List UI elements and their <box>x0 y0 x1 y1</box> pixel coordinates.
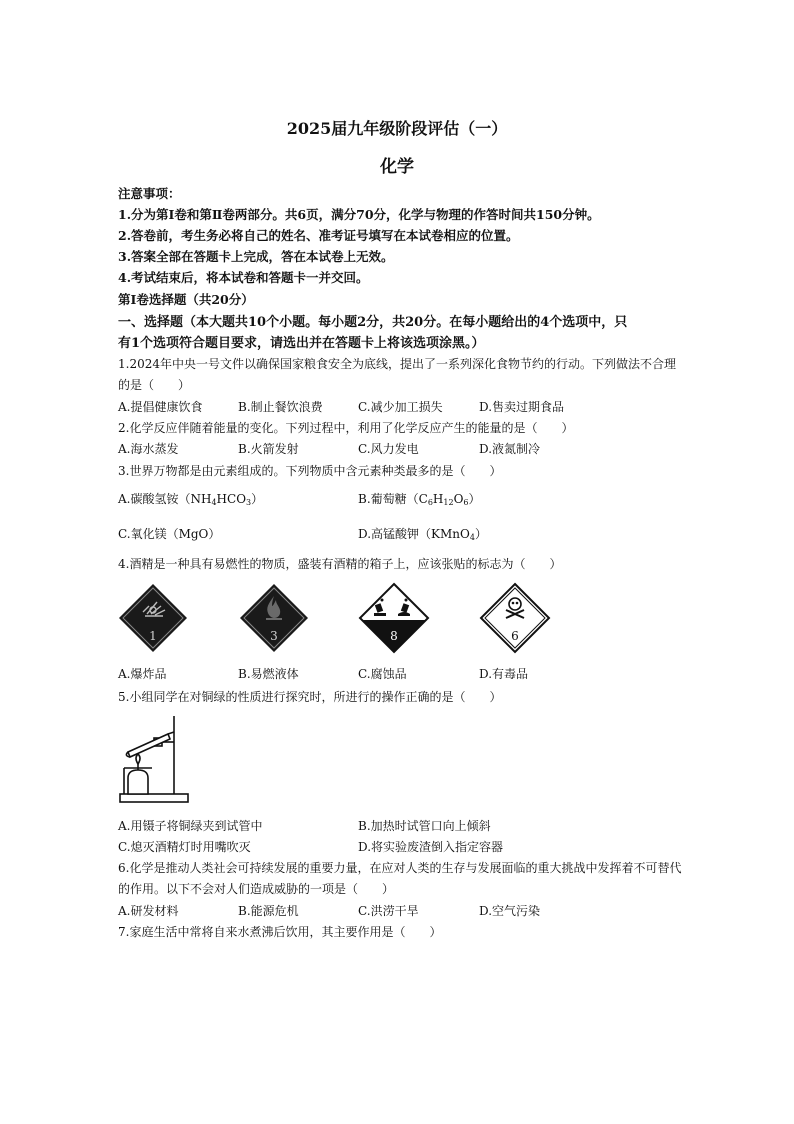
q6-option-b: B.能源危机 <box>238 904 299 918</box>
q1-stem-line1: 1.2024年中央一号文件以确保国家粮食安全为底线，提出了一系列深化食物节约的行动。下列做法不合理 <box>118 357 676 371</box>
q1-option-b: B.制止餐饮浪费 <box>238 400 323 414</box>
sign-number-3: 3 <box>270 629 278 643</box>
notice-item-4: 4.考试结束后，将本试卷和答题卡一并交回。 <box>118 270 369 285</box>
q5-option-b: B.加热时试管口向上倾斜 <box>358 819 491 833</box>
q3-option-b: B.葡萄糖$(C_6H_{12}O_6)$ <box>358 492 481 507</box>
q6-option-d: D.空气污染 <box>479 904 541 918</box>
sign-number-1: 1 <box>149 629 157 643</box>
q2-stem: 2.化学反应伴随着能量的变化。下列过程中，利用了化学反应产生的能量的是（ ） <box>118 421 574 435</box>
q2-option-d: D.液氮制冷 <box>479 442 541 456</box>
q6-stem-line2: 的作用。以下不会对人们造成威胁的一项是（ ） <box>118 882 395 896</box>
notice-heading: 注意事项： <box>118 186 181 201</box>
toxic-sign-icon <box>479 582 551 654</box>
q6-stem-line1: 6.化学是推动人类社会可持续发展的重要力量，在应对人类的生存与发展面临的重大挑战中发挥着不可替代 <box>118 861 682 875</box>
exam-title: 2025届九年级阶段评估（一） <box>286 119 508 138</box>
q5-stem: 5.小组同学在对铜绿的性质进行探究时，所进行的操作正确的是（ ） <box>118 690 502 704</box>
q2-option-c: C.风力发电 <box>358 442 419 456</box>
q5-option-d: D.将实验废渣倒入指定容器 <box>358 840 504 854</box>
q6-option-c: C.洪涝干旱 <box>358 904 419 918</box>
q3-stem: 3.世界万物都是由元素组成的。下列物质中含元素种类最多的是（ ） <box>118 464 502 478</box>
q6-option-a: A.研发材料 <box>118 904 179 918</box>
notice-item-3: 3.答案全部在答题卡上完成，答在本试卷上无效。 <box>118 249 394 264</box>
q7-stem: 7.家庭生活中常将自来水煮沸后饮用，其主要作用是（ ） <box>118 925 442 939</box>
q4-stem: 4.酒精是一种具有易燃性的物质，盛装有酒精的箱子上，应该张贴的标志为（ ） <box>118 557 562 571</box>
notice-item-2: 2.答卷前，考生务必将自己的姓名、准考证号填写在本试卷相应的位置。 <box>118 228 519 243</box>
section-title: 第Ⅰ卷选择题（共20分） <box>118 292 254 307</box>
corrosive-sign-icon <box>358 582 430 654</box>
q5-option-c: C.熄灭酒精灯时用嘴吹灭 <box>118 840 251 854</box>
section-instruction-line1: 一、选择题（本大题共10个小题。每小题2分，共20分。在每小题给出的4个选项中，只 <box>118 315 628 330</box>
explosive-sign-icon <box>117 582 189 654</box>
q1-option-d: D.售卖过期食品 <box>479 400 565 414</box>
q4-option-d: D.有毒品 <box>479 667 529 681</box>
q1-option-c: C.减少加工损失 <box>358 400 443 414</box>
q2-option-a: A.海水蒸发 <box>118 442 179 456</box>
q1-option-a: A.提倡健康饮食 <box>118 400 203 414</box>
q4-option-a: A.爆炸品 <box>118 667 167 681</box>
subject-title: 化学 <box>380 157 414 177</box>
flammable-sign-icon <box>238 582 310 654</box>
q3-option-d: D.高锰酸钾（KMnO$_4$） <box>358 527 487 542</box>
q1-stem-line2: 的是（ ） <box>118 378 191 392</box>
q4-option-c: C.腐蚀品 <box>358 667 407 681</box>
q4-option-b: B.易燃液体 <box>238 667 299 681</box>
sign-number-8: 8 <box>390 629 398 643</box>
q2-option-b: B.火箭发射 <box>238 442 299 456</box>
heating-apparatus-icon <box>114 712 196 808</box>
sign-number-6: 6 <box>511 629 519 643</box>
notice-item-1: 1.分为第Ⅰ卷和第Ⅱ卷两部分。共6页，满分70分，化学与物理的作答时间共150分钟。 <box>118 207 600 222</box>
q5-option-a: A.用镊子将铜绿夹到试管中 <box>118 819 263 833</box>
section-instruction-line2: 有1个选项符合题目要求，请选出并在答题卡上将该选项涂黑。） <box>118 336 485 351</box>
q3-option-a: A.碳酸氢铵$(NH_4HCO_3)$ <box>118 492 264 507</box>
q3-option-c: C.氧化镁（MgO） <box>118 527 221 541</box>
